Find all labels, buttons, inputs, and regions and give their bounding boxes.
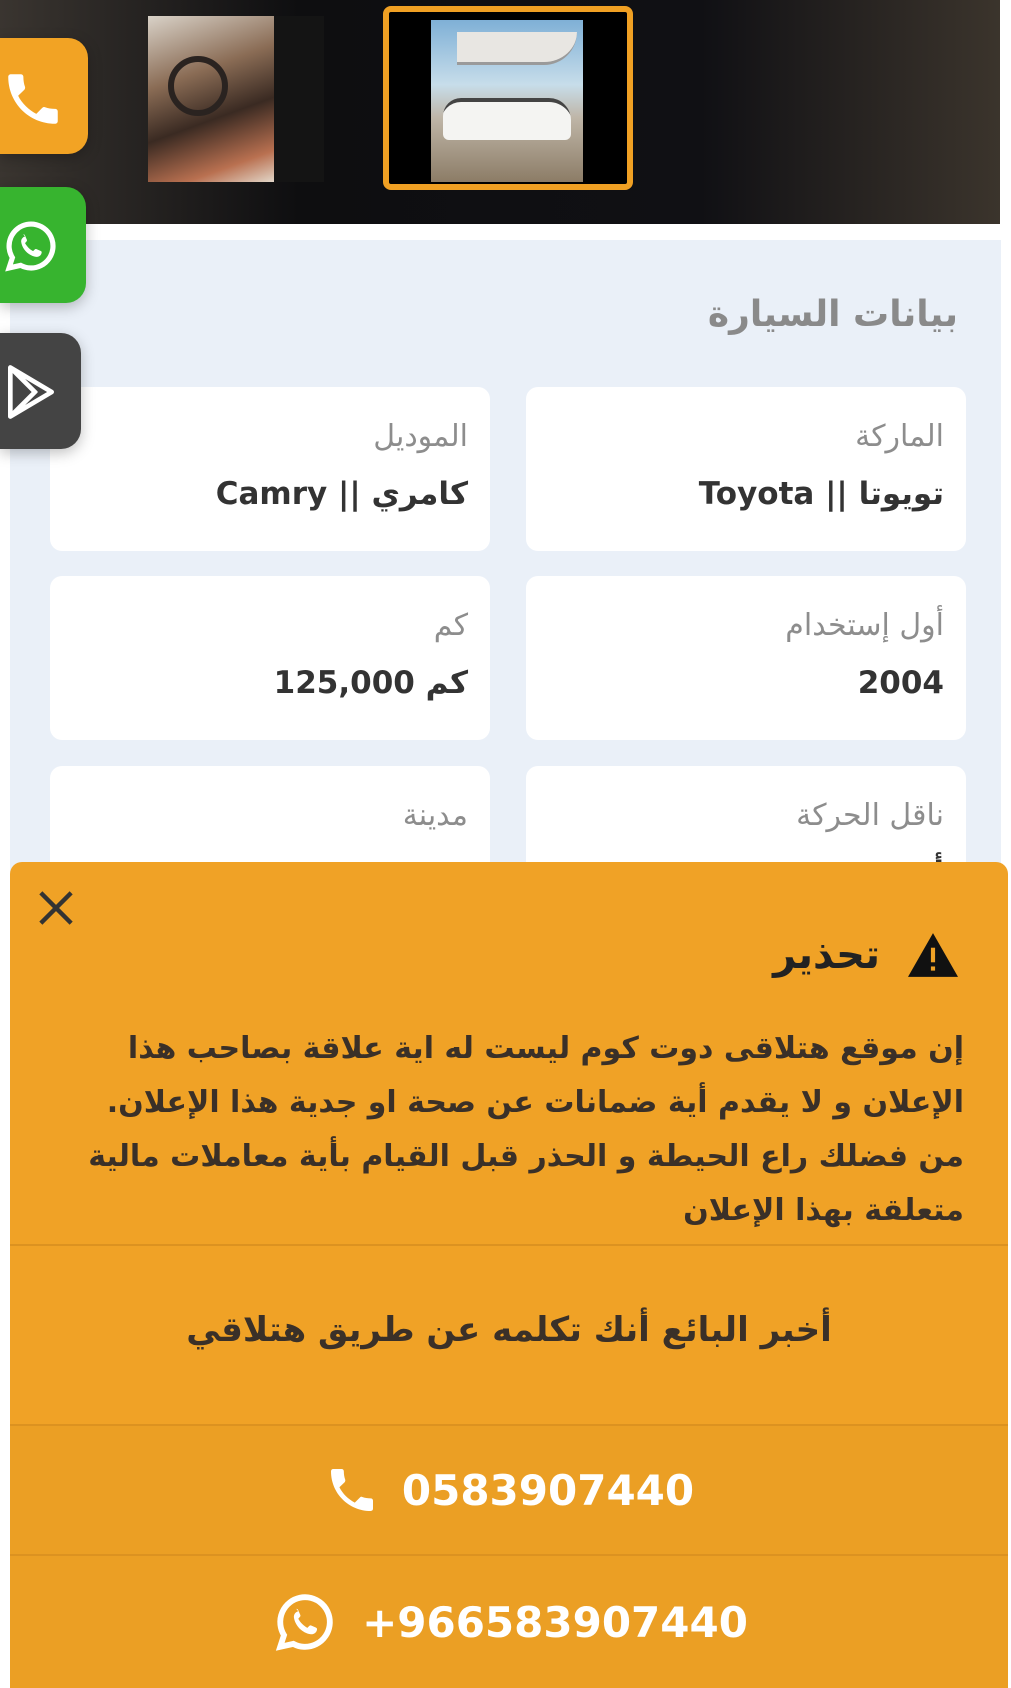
call-button[interactable] [0, 38, 88, 154]
phone-icon [324, 1462, 380, 1518]
field-label: ناقل الحركة [796, 798, 944, 833]
field-value: 2004 [857, 665, 944, 701]
warning-header [773, 932, 958, 978]
phone-number: 0583907440 [401, 1465, 695, 1515]
field-mileage [50, 576, 490, 740]
field-label: كم [433, 608, 468, 643]
whatsapp-button[interactable] [0, 187, 86, 303]
google-play-button[interactable] [0, 333, 81, 449]
gallery-thumbnail-interior[interactable] [148, 16, 324, 182]
field-value: Camry || كامري [215, 476, 468, 512]
whatsapp-icon [270, 1587, 340, 1657]
whatsapp-seller-button[interactable] [10, 1556, 1008, 1688]
google-play-icon [0, 361, 62, 423]
field-first-use [526, 576, 966, 740]
warning-sheet [10, 862, 1008, 1688]
image-gallery [0, 0, 1000, 224]
field-label: مدينة [402, 798, 468, 833]
warning-message: إن موقع هتلاقى دوت كوم ليست له اية علاقة بصاحب هذا الإعلان و لا يقدم أية ضمانات عن صحة او جدية هذا الإعلان. من فضلك راع الحيطة و الحذر قبل القيام بأية معاملات مالية متعلقة بهذا الإعلان [88, 1031, 964, 1228]
field-model [50, 387, 490, 551]
field-value: Toyota || تويوتا [698, 476, 944, 512]
field-label: الموديل [373, 419, 468, 454]
section-title: بيانات السيارة [707, 294, 958, 335]
field-label: الماركة [855, 419, 944, 454]
whatsapp-icon [0, 215, 62, 277]
call-seller-button[interactable] [10, 1426, 1008, 1554]
divider [10, 1244, 1008, 1246]
field-value: 125,000 كم [273, 665, 468, 701]
phone-icon [0, 66, 66, 132]
warning-title: تحذير [773, 932, 880, 978]
field-brand [526, 387, 966, 551]
whatsapp-number: +966583907440 [362, 1597, 748, 1647]
close-icon[interactable] [30, 882, 82, 934]
gallery-thumbnail-exterior-selected[interactable] [383, 6, 633, 190]
field-label: أول إستخدام [785, 608, 944, 643]
tell-seller-note: أخبر البائع أنك تكلمه عن طريق هتلاقي [186, 1310, 832, 1350]
warning-triangle-icon [908, 933, 958, 977]
